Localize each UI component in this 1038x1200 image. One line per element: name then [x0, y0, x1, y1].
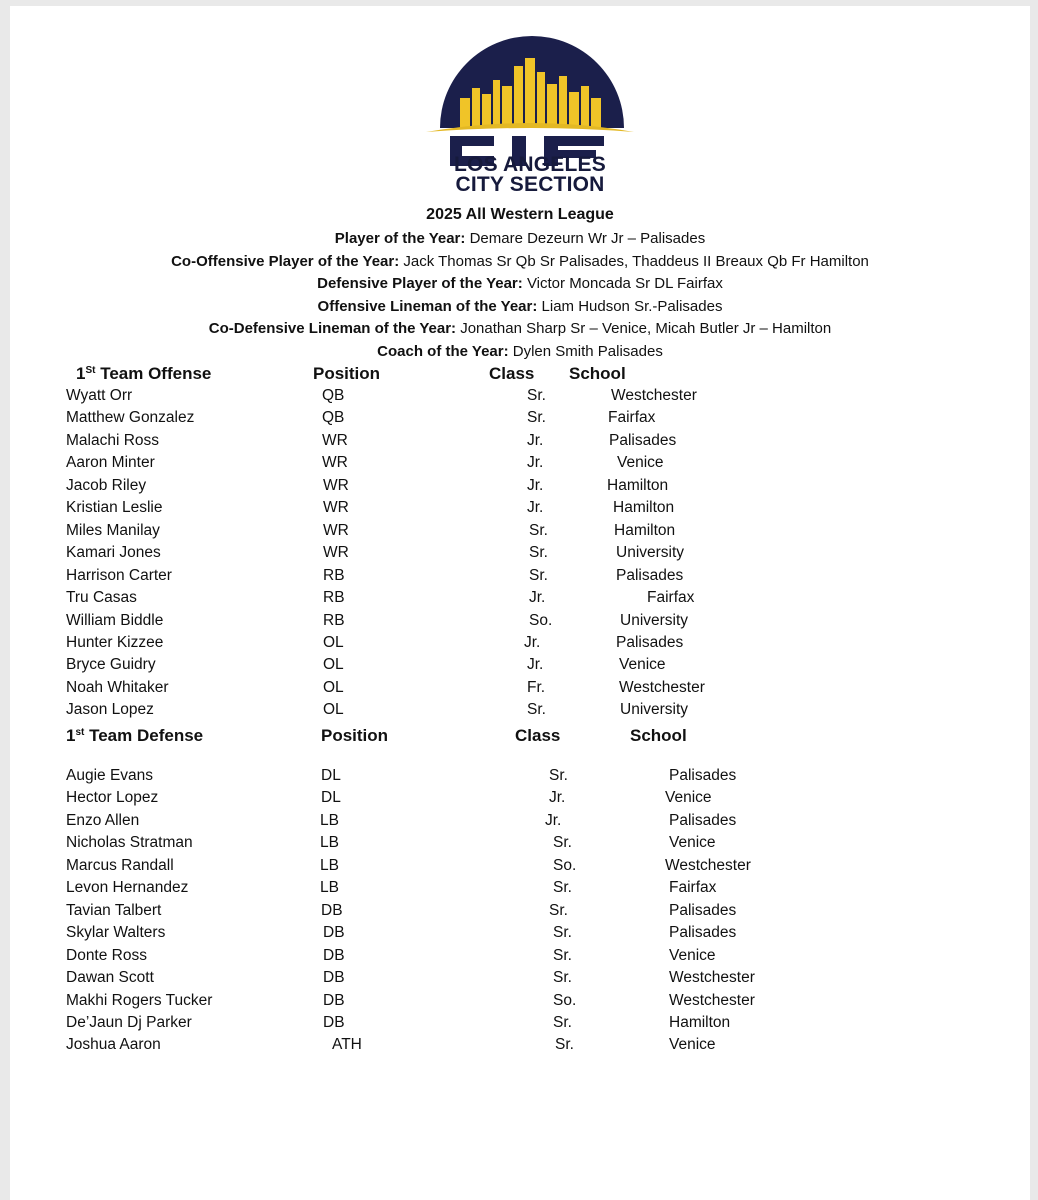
player-name: Jacob Riley — [66, 476, 147, 494]
player-name: Donte Ross — [66, 946, 147, 964]
table-row — [10, 789, 1030, 809]
player-school: Westchester — [665, 856, 751, 874]
player-class: Jr. — [524, 633, 541, 651]
player-class: Fr. — [527, 678, 546, 696]
col-school: School — [569, 364, 626, 383]
player-position: WR — [322, 431, 348, 449]
player-school: Palisades — [616, 566, 684, 584]
player-position: WR — [322, 454, 348, 472]
table-row — [10, 812, 1030, 832]
table-row — [10, 992, 1030, 1012]
player-position: OL — [323, 678, 344, 696]
player-class: Sr. — [553, 946, 572, 964]
player-position: OL — [323, 656, 344, 674]
award-defensive — [10, 275, 1030, 293]
table-row — [10, 409, 1030, 429]
table-row — [10, 834, 1030, 854]
player-class: So. — [529, 611, 553, 629]
player-name: Marcus Randall — [66, 856, 174, 874]
col-school: School — [630, 726, 687, 745]
table-row — [10, 924, 1030, 944]
table-row — [10, 612, 1030, 632]
player-name: Levon Hernandez — [66, 879, 189, 897]
award-co-defensive-lineman — [10, 320, 1030, 338]
table-row — [10, 589, 1030, 609]
player-name: Matthew Gonzalez — [66, 409, 195, 427]
award-co-offensive — [10, 253, 1030, 271]
player-position: RB — [323, 589, 345, 607]
player-class: Sr. — [553, 969, 572, 987]
player-school: Venice — [617, 454, 664, 472]
player-school: Palisades — [669, 901, 737, 919]
player-class: Jr. — [545, 811, 562, 829]
table-row — [10, 634, 1030, 654]
player-school: Palisades — [609, 431, 677, 449]
player-name: Hector Lopez — [66, 789, 159, 807]
document-page — [10, 6, 1030, 1200]
player-name: Nicholas Stratman — [66, 834, 193, 852]
player-position: QB — [322, 387, 345, 404]
player-position: LB — [320, 811, 339, 829]
player-school: Westchester — [669, 991, 755, 1009]
player-position: DB — [323, 969, 345, 987]
table-row — [10, 1036, 1030, 1056]
player-name: Malachi Ross — [66, 431, 160, 449]
player-position: DL — [321, 789, 341, 807]
player-name: Noah Whitaker — [66, 678, 169, 696]
player-class: Jr. — [527, 499, 544, 517]
player-class: Sr. — [527, 701, 546, 719]
player-name: Aaron Minter — [66, 454, 155, 472]
player-school: Westchester — [619, 678, 705, 696]
player-class: Sr. — [549, 767, 568, 784]
player-school: Fairfax — [608, 409, 656, 427]
player-position: WR — [323, 544, 349, 562]
offense-header — [10, 364, 1030, 384]
award-value: Demare Dezeurn Wr Jr – Palisades — [469, 230, 706, 247]
player-position: RB — [323, 566, 345, 584]
player-name: Tru Casas — [66, 589, 137, 607]
table-row — [10, 454, 1030, 474]
table-row — [10, 969, 1030, 989]
player-position: WR — [323, 476, 349, 494]
player-name: Kristian Leslie — [66, 499, 163, 517]
table-row — [10, 567, 1030, 587]
player-position: LB — [320, 856, 339, 874]
player-name: Hunter Kizzee — [66, 633, 164, 651]
player-school: Venice — [669, 1036, 716, 1054]
award-value: Jack Thomas Sr Qb Sr Palisades, Thaddeus II Breaux Qb Fr Hamilton — [403, 253, 869, 270]
player-position: RB — [323, 611, 345, 629]
player-name: De’Jaun Dj Parker — [66, 1013, 192, 1031]
player-school: Palisades — [669, 924, 737, 942]
table-row — [10, 902, 1030, 922]
award-player — [10, 230, 1030, 248]
award-label: Co-Offensive Player of the Year: — [171, 253, 400, 270]
player-school: Venice — [669, 834, 716, 852]
player-class: Sr. — [529, 566, 548, 584]
table-row — [10, 656, 1030, 676]
player-class: Sr. — [553, 834, 572, 852]
award-label: Offensive Lineman of the Year: — [317, 298, 538, 315]
player-school: Venice — [619, 656, 666, 674]
award-label: Player of the Year: — [334, 230, 466, 247]
player-name: William Biddle — [66, 611, 164, 629]
player-class: Sr. — [553, 1013, 572, 1031]
player-school: Palisades — [616, 633, 684, 651]
player-school: Hamilton — [613, 499, 675, 517]
player-class: Jr. — [549, 789, 566, 807]
player-name: Dawan Scott — [66, 969, 154, 987]
player-class: Sr. — [529, 521, 548, 539]
player-position: WR — [323, 521, 349, 539]
table-row — [10, 499, 1030, 519]
player-position: WR — [323, 499, 349, 517]
award-value: Victor Moncada Sr DL Fairfax — [526, 275, 723, 292]
player-position: OL — [323, 701, 344, 719]
player-position: DB — [323, 991, 345, 1009]
player-class: Sr. — [553, 879, 572, 897]
player-class: So. — [553, 991, 577, 1009]
player-class: Sr. — [549, 901, 568, 919]
page-title: 2025 All Western League — [426, 206, 614, 223]
player-name: Tavian Talbert — [66, 901, 162, 919]
player-school: Venice — [665, 789, 712, 807]
defense-heading: 1st Team Defense — [66, 726, 204, 745]
award-value: Jonathan Sharp Sr – Venice, Micah Butler Jr – Hamilton — [460, 320, 832, 337]
player-school: Venice — [669, 946, 716, 964]
award-label: Defensive Player of the Year: — [317, 275, 523, 292]
player-position: LB — [320, 834, 339, 852]
award-label: Coach of the Year: — [377, 343, 509, 360]
col-position: Position — [313, 364, 381, 383]
player-school: Palisades — [669, 811, 737, 829]
player-class: Sr. — [529, 544, 548, 562]
award-value: Dylen Smith Palisades — [512, 343, 663, 360]
table-row — [10, 1014, 1030, 1034]
player-position: ATH — [332, 1036, 362, 1054]
player-name: Skylar Walters — [66, 924, 166, 942]
col-position: Position — [321, 726, 389, 745]
player-school: Fairfax — [669, 879, 717, 897]
player-position: DL — [321, 767, 341, 784]
player-name: Kamari Jones — [66, 544, 161, 562]
table-row — [10, 947, 1030, 967]
player-school: Westchester — [669, 969, 755, 987]
player-class: Jr. — [527, 656, 544, 674]
player-class: Sr. — [553, 924, 572, 942]
defense-header — [10, 726, 1030, 746]
player-school: Westchester — [611, 387, 697, 404]
table-row — [10, 857, 1030, 877]
player-position: DB — [323, 924, 345, 942]
player-class: Sr. — [555, 1036, 574, 1054]
player-school: University — [616, 544, 685, 562]
table-row — [10, 544, 1030, 564]
award-value: Liam Hudson Sr.-Palisades — [541, 298, 723, 315]
player-position: DB — [321, 901, 343, 919]
logo-line-2: CITY SECTION — [455, 173, 605, 196]
player-name: Makhi Rogers Tucker — [66, 991, 213, 1009]
player-position: OL — [323, 633, 344, 651]
player-school: Fairfax — [647, 589, 695, 607]
player-class: Jr. — [527, 454, 544, 472]
player-position: DB — [323, 1013, 345, 1031]
player-school: Hamilton — [669, 1013, 731, 1031]
offense-heading: 1St Team Offense — [76, 364, 212, 383]
table-row — [10, 522, 1030, 542]
table-row — [10, 432, 1030, 452]
player-name: Bryce Guidry — [66, 656, 156, 674]
player-name: Augie Evans — [66, 767, 154, 784]
player-class: Jr. — [527, 476, 544, 494]
player-name: Harrison Carter — [66, 566, 172, 584]
player-position: QB — [322, 409, 345, 427]
table-row — [10, 477, 1030, 497]
player-name: Wyatt Orr — [66, 387, 133, 404]
player-position: DB — [323, 946, 345, 964]
player-school: Hamilton — [614, 521, 676, 539]
table-row — [10, 879, 1030, 899]
award-offensive-lineman — [10, 298, 1030, 316]
award-label: Co-Defensive Lineman of the Year: — [208, 320, 457, 337]
col-class: Class — [515, 726, 561, 745]
player-class: Jr. — [529, 589, 546, 607]
table-row — [10, 767, 1030, 787]
player-class: Sr. — [527, 409, 546, 427]
table-row — [10, 701, 1030, 721]
table-row — [10, 387, 1030, 407]
player-class: Sr. — [527, 387, 546, 404]
player-school: Palisades — [669, 767, 737, 784]
player-name: Miles Manilay — [66, 521, 160, 539]
player-school: University — [620, 611, 689, 629]
player-name: Joshua Aaron — [66, 1036, 161, 1054]
player-class: So. — [553, 856, 577, 874]
player-name: Jason Lopez — [66, 701, 154, 719]
player-school: University — [620, 701, 689, 719]
player-class: Jr. — [527, 431, 544, 449]
player-name: Enzo Allen — [66, 811, 140, 829]
award-coach — [10, 343, 1030, 361]
player-position: LB — [320, 879, 339, 897]
player-school: Hamilton — [607, 476, 669, 494]
table-row — [10, 679, 1030, 699]
col-class: Class — [489, 364, 535, 383]
logo-line-1: LOS ANGELES — [454, 153, 606, 176]
